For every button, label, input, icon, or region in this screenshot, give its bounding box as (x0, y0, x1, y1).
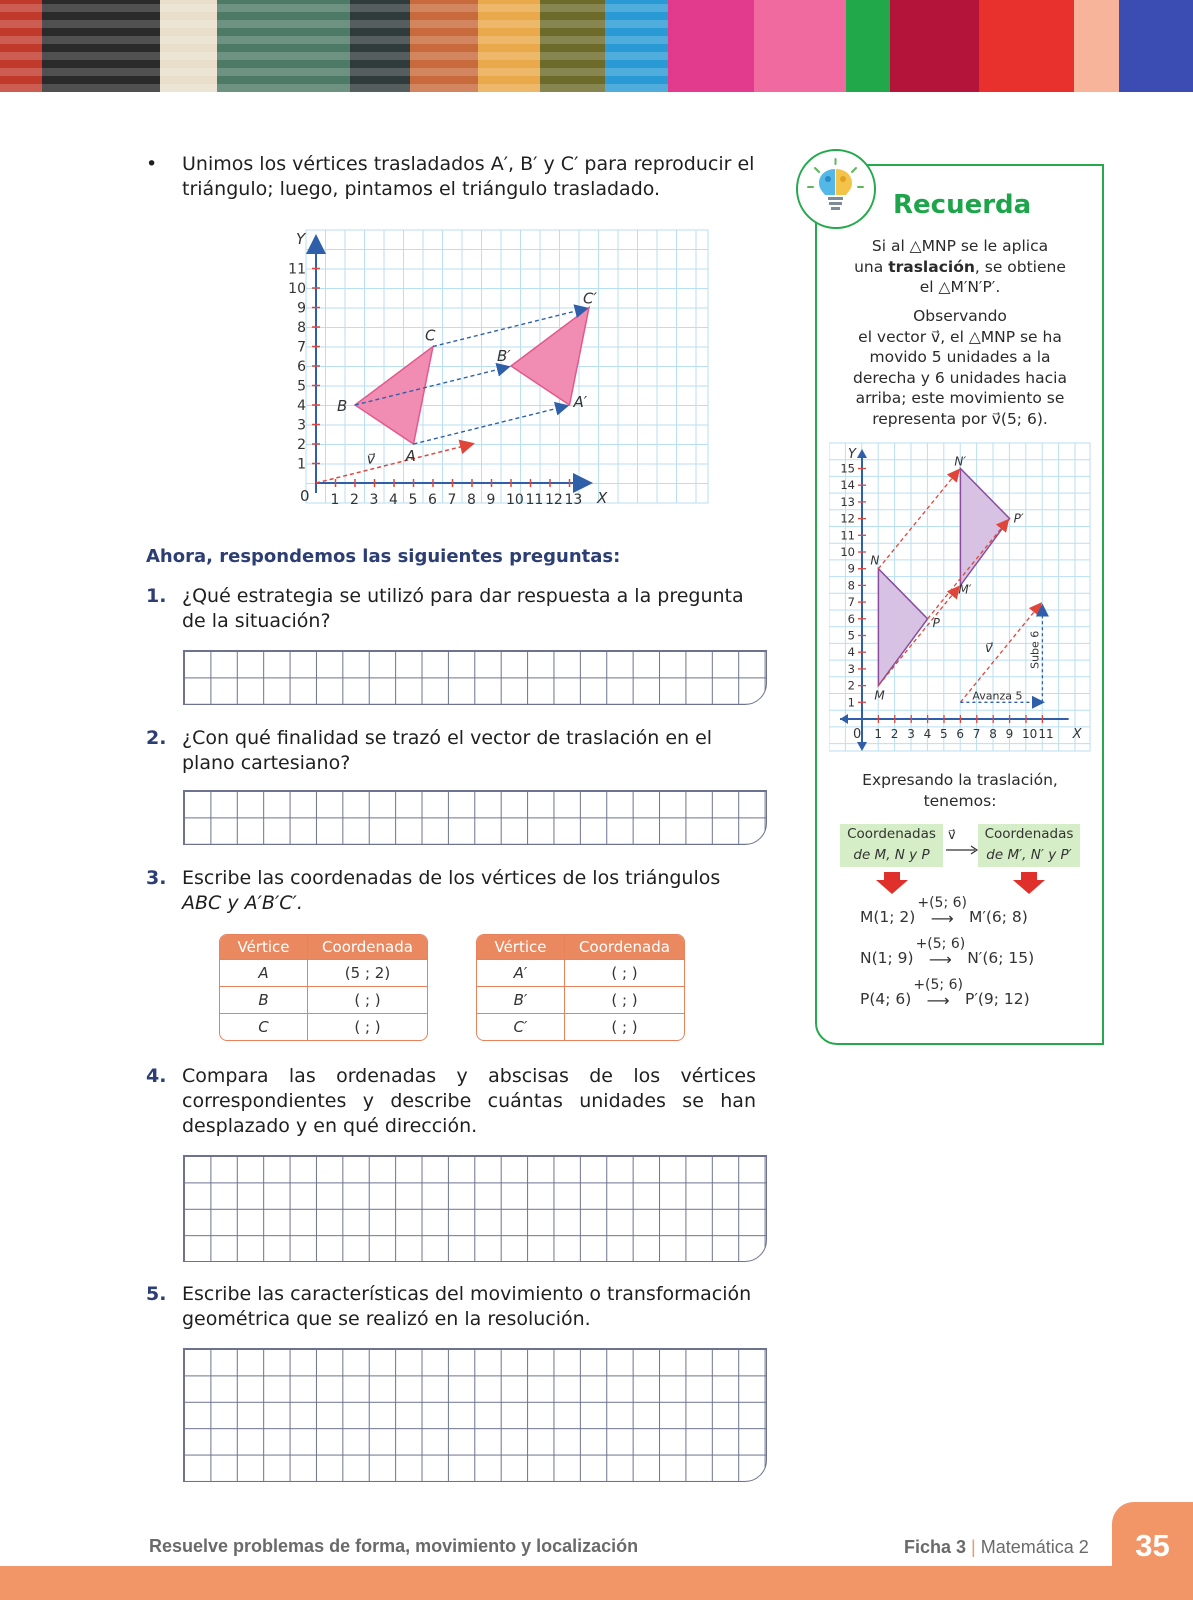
y-tick-label: 3 (847, 661, 855, 676)
header-coordenada: Coordenada (565, 935, 684, 959)
triangle-mnp (878, 569, 927, 686)
y-tick-label: 6 (297, 359, 306, 375)
q5-line-1: Escribe las características del movimiento o transformación (182, 1283, 752, 1305)
vertex-cell: C (220, 1013, 308, 1040)
y-tick-label: 11 (288, 261, 306, 278)
footer-ficha (904, 1537, 1089, 1558)
q3-text (182, 866, 720, 916)
header-vertice: Vértice (220, 935, 308, 959)
banner-stripe (160, 0, 216, 92)
recuerda-p2-line3: movido 5 unidades a la (869, 348, 1051, 366)
recuerda-title: Recuerda (893, 190, 1032, 220)
subject-label: Matemática 2 (980, 1537, 1089, 1557)
banner-stripe (1119, 0, 1193, 92)
vector-v-label: v⃗ (366, 451, 375, 468)
x-tick-label: 6 (956, 727, 965, 741)
translated-point: P′(9; 12) (964, 990, 1030, 1008)
x-tick-label: 7 (447, 492, 457, 508)
recuerda-p2-line2: el vector v⃗, el △MNP se ha (858, 327, 1062, 346)
tag-line: Coordenadas (847, 826, 936, 842)
y-tick-label: 12 (840, 511, 855, 526)
coordinate-cell[interactable]: ( ; ) (308, 986, 427, 1013)
origin-label: 0 (853, 727, 862, 742)
original-point: N(1; 9) (860, 949, 914, 967)
point-label-b: B (337, 397, 348, 415)
point-label-c: C (425, 326, 436, 345)
footer-bar (0, 1566, 1193, 1600)
translated-point: M′(6; 8) (968, 908, 1028, 926)
sube-label: Sube 6 (1028, 630, 1042, 669)
point-label-m-prime: M′ (958, 582, 972, 597)
operator-label: +(5; 6) (917, 895, 967, 911)
y-tick-label: 5 (297, 378, 306, 395)
translation-operator (913, 978, 963, 1008)
banner-stripe (410, 0, 478, 92)
recuerda-translation-graph (829, 441, 1091, 753)
q5-number: 5. (146, 1283, 167, 1305)
y-axis-label: Y (848, 447, 856, 462)
table-row (477, 986, 684, 1013)
x-tick-label: 1 (330, 492, 340, 508)
y-tick-label: 15 (840, 461, 855, 476)
y-tick-label: 14 (840, 478, 855, 493)
coordinate-cell[interactable]: ( ; ) (565, 986, 684, 1013)
recuerda-p1-line3: el △M′N′P′. (919, 278, 1001, 296)
q3-line-1: Escribe las coordenadas de los vértices de los triángulos (182, 867, 721, 889)
q1-text (182, 584, 744, 634)
x-axis-label: X (597, 489, 608, 507)
recuerda-p2-line5: arriba; este movimiento se (855, 389, 1065, 407)
x-axis-label: X (1072, 727, 1082, 742)
intro-line-1: Unimos los vértices trasladados A′, B′ y C′ para reproducir el (182, 153, 755, 175)
x-tick-label: 2 (890, 727, 899, 741)
y-tick-label: 2 (297, 437, 306, 453)
q3-line-2: ABC y A′B′C′. (182, 892, 303, 914)
banner-stripe (890, 0, 979, 92)
decorative-banner (0, 0, 1193, 92)
header-vertice: Vértice (477, 935, 565, 959)
answer-grid-q5[interactable] (183, 1348, 767, 1482)
y-tick-label: 5 (847, 628, 855, 643)
y-tick-label: 10 (288, 281, 306, 297)
banner-stripe (540, 0, 605, 92)
q1-number: 1. (146, 585, 167, 607)
footer-competency: Resuelve problemas de forma, movimiento y localización (149, 1536, 639, 1556)
q4-line-1: Compara las ordenadas y abscisas de los vértices (182, 1065, 756, 1087)
q1-line-1: ¿Qué estrategia se utilizó para dar respuesta a la pregunta (182, 585, 744, 607)
vertex-cell: C′ (477, 1013, 565, 1040)
x-tick-label: 7 (972, 727, 981, 741)
banner-stripe (754, 0, 846, 92)
coordinate-cell[interactable]: (5 ; 2) (308, 959, 427, 986)
translation-row (860, 978, 1100, 1008)
y-tick-label: 6 (847, 611, 855, 626)
y-tick-label: 7 (847, 595, 855, 610)
coordinates-table-abc-prime (476, 934, 685, 1041)
recuerda-p3-line2: tenemos: (923, 791, 997, 810)
q4-text (182, 1064, 756, 1139)
brain-lightbulb-icon (796, 149, 876, 229)
y-tick-label: 1 (297, 456, 306, 473)
point-label-n-prime: N′ (954, 454, 967, 469)
translation-graph (286, 228, 710, 510)
y-tick-label: 8 (847, 578, 855, 593)
bold-term: traslación (888, 257, 975, 276)
table-row (220, 959, 427, 986)
table-row (477, 959, 684, 986)
recuerda-p3-line1: Expresando la traslación, (862, 771, 1058, 789)
translation-operator (916, 937, 966, 967)
q1-line-2: de la situación? (182, 610, 331, 632)
recuerda-p2-line1: Observando (913, 307, 1007, 325)
table-row (220, 1013, 427, 1040)
vector-v-label: v⃗ (985, 641, 993, 657)
x-tick-label: 10 (506, 492, 524, 508)
point-label-p: P (932, 615, 940, 630)
page-number: 35 (1135, 1528, 1170, 1563)
intro-line-2: triángulo; luego, pintamos el triángulo trasladado. (182, 178, 661, 200)
origin-label: 0 (300, 487, 310, 505)
vertex-cell: A (220, 959, 308, 986)
down-arrow-icon (1013, 872, 1045, 894)
questions-intro: Ahora, respondemos las siguientes preguntas: (146, 546, 621, 567)
y-tick-label: 4 (297, 398, 306, 414)
x-tick-label: 6 (428, 492, 437, 508)
banner-stripe (846, 0, 891, 92)
down-arrow-icon (876, 872, 908, 894)
y-tick-label: 10 (840, 545, 855, 559)
x-tick-label: 10 (1022, 727, 1038, 741)
q2-text (182, 726, 712, 776)
x-tick-label: 9 (486, 492, 496, 508)
translation-row (860, 896, 1100, 926)
y-tick-label: 8 (297, 320, 306, 336)
avanza-label: Avanza 5 (972, 689, 1023, 703)
y-tick-label: 9 (297, 300, 306, 317)
translated-point: N′(6; 15) (967, 949, 1035, 967)
q2-number: 2. (146, 727, 167, 749)
right-arrow-icon: ⟶ (930, 909, 954, 928)
recuerda-p1-line1: Si al △MNP se le aplica (871, 237, 1049, 255)
x-tick-label: 9 (1005, 727, 1014, 741)
tag-translated-coordinates (978, 824, 1080, 867)
coordinate-cell[interactable]: ( ; ) (308, 1013, 427, 1040)
point-label-a: A (405, 447, 416, 465)
q4-line-2: correspondientes y describe cuántas unidades se han (182, 1090, 756, 1112)
banner-stripe (979, 0, 1074, 92)
original-point: M(1; 2) (860, 908, 916, 926)
header-coordenada: Coordenada (308, 935, 427, 959)
point-label-b-prime: B′ (497, 347, 511, 365)
x-tick-label: 8 (989, 727, 997, 741)
banner-stripe (217, 0, 351, 92)
x-tick-label: 5 (940, 727, 948, 741)
q5-text (182, 1282, 751, 1332)
x-tick-label: 8 (467, 492, 476, 508)
point-label-n: N (870, 553, 880, 568)
tag-line: de M′, N′ y P′ (986, 847, 1072, 863)
translation-row (860, 937, 1100, 967)
vector-v-label: v⃗ (948, 828, 956, 843)
answer-grid-q2[interactable] (183, 790, 767, 845)
coordinates-table-abc (219, 934, 428, 1041)
y-tick-label: 13 (840, 494, 855, 509)
tag-line: de M, N y P (853, 847, 930, 863)
x-tick-label: 1 (874, 727, 883, 741)
table-row (220, 986, 427, 1013)
tag-original-coordinates (840, 824, 943, 867)
y-axis-label: Y (296, 230, 306, 248)
y-tick-label: 4 (847, 645, 855, 660)
coordinate-cell[interactable]: ( ; ) (565, 959, 684, 986)
recuerda-p2-line6: representa por v⃗(5; 6). (872, 409, 1048, 428)
point-label-p-prime: P′ (1013, 511, 1024, 526)
x-tick-label: 4 (923, 727, 932, 741)
bullet: • (146, 153, 158, 175)
x-tick-label: 11 (525, 492, 544, 508)
right-arrow-icon: ⟶ (926, 991, 950, 1010)
text-span: , se obtiene (974, 257, 1066, 276)
recuerda-p2-line4: derecha y 6 unidades hacia (853, 368, 1067, 387)
recuerda-paragraph-1 (825, 236, 1095, 298)
y-tick-label: 11 (840, 528, 855, 543)
vertex-cell: B (220, 986, 308, 1013)
x-tick-label: 5 (408, 492, 418, 508)
x-tick-label: 3 (907, 727, 915, 741)
y-tick-label: 7 (297, 339, 306, 356)
point-label-c-prime: C′ (583, 289, 597, 308)
answer-grid-q1[interactable] (183, 650, 767, 705)
q2-line-2: plano cartesiano? (182, 752, 351, 774)
y-axis-arrow-down (857, 742, 867, 751)
x-axis-arrow (840, 714, 848, 724)
recuerda-p1-line2 (825, 257, 1095, 278)
y-tick-label: 3 (297, 417, 306, 434)
x-tick-label: 13 (564, 492, 583, 508)
x-tick-label: 11 (1038, 727, 1054, 741)
right-arrow-icon: ⟶ (928, 950, 952, 969)
ficha-label: Ficha 3 (904, 1537, 967, 1557)
operator-label: +(5; 6) (915, 936, 966, 952)
x-tick-label: 2 (350, 492, 359, 508)
x-tick-label: 12 (545, 492, 563, 508)
right-arrow-icon (945, 845, 979, 855)
triangle-mnp-prime (960, 469, 1009, 586)
point-label-a-prime: A′ (573, 393, 588, 411)
coordinate-cell[interactable]: ( ; ) (565, 1013, 684, 1040)
x-tick-label: 4 (389, 492, 398, 508)
translation-operator (917, 896, 967, 926)
q2-line-1: ¿Con qué finalidad se trazó el vector de traslación en el (182, 727, 713, 749)
banner-stripe (42, 0, 161, 92)
y-tick-label: 1 (847, 695, 855, 710)
recuerda-paragraph-2 (825, 306, 1095, 429)
original-point: P(4; 6) (860, 990, 912, 1008)
triangle-abc (355, 347, 433, 445)
q5-line-2: geométrica que se realizó en la resolución. (182, 1308, 591, 1330)
q4-line-3: desplazado y en qué dirección. (182, 1115, 478, 1137)
banner-stripe (478, 0, 540, 92)
separator: | (971, 1537, 976, 1557)
operator-label: +(5; 6) (913, 977, 963, 993)
text-span: una (854, 257, 889, 276)
q4-number: 4. (146, 1065, 167, 1087)
triangle-abc-prime (511, 308, 589, 406)
y-tick-label: 2 (847, 678, 855, 693)
table-row (477, 1013, 684, 1040)
y-axis-arrow (857, 449, 867, 458)
recuerda-paragraph-3 (825, 770, 1095, 811)
banner-stripe (0, 0, 42, 92)
y-tick-label: 9 (847, 561, 855, 576)
tag-line: Coordenadas (984, 826, 1074, 842)
x-tick-label: 3 (369, 492, 379, 508)
vertex-cell: A′ (477, 959, 565, 986)
vertex-cell: B′ (477, 986, 565, 1013)
answer-grid-q4[interactable] (183, 1155, 767, 1262)
banner-stripe (350, 0, 409, 92)
point-label-m: M (874, 688, 885, 703)
intro-text (182, 152, 782, 202)
banner-stripe (605, 0, 667, 92)
banner-stripe (1074, 0, 1119, 92)
q3-number: 3. (146, 867, 167, 889)
translation-arrow (878, 471, 958, 569)
banner-stripe (668, 0, 754, 92)
